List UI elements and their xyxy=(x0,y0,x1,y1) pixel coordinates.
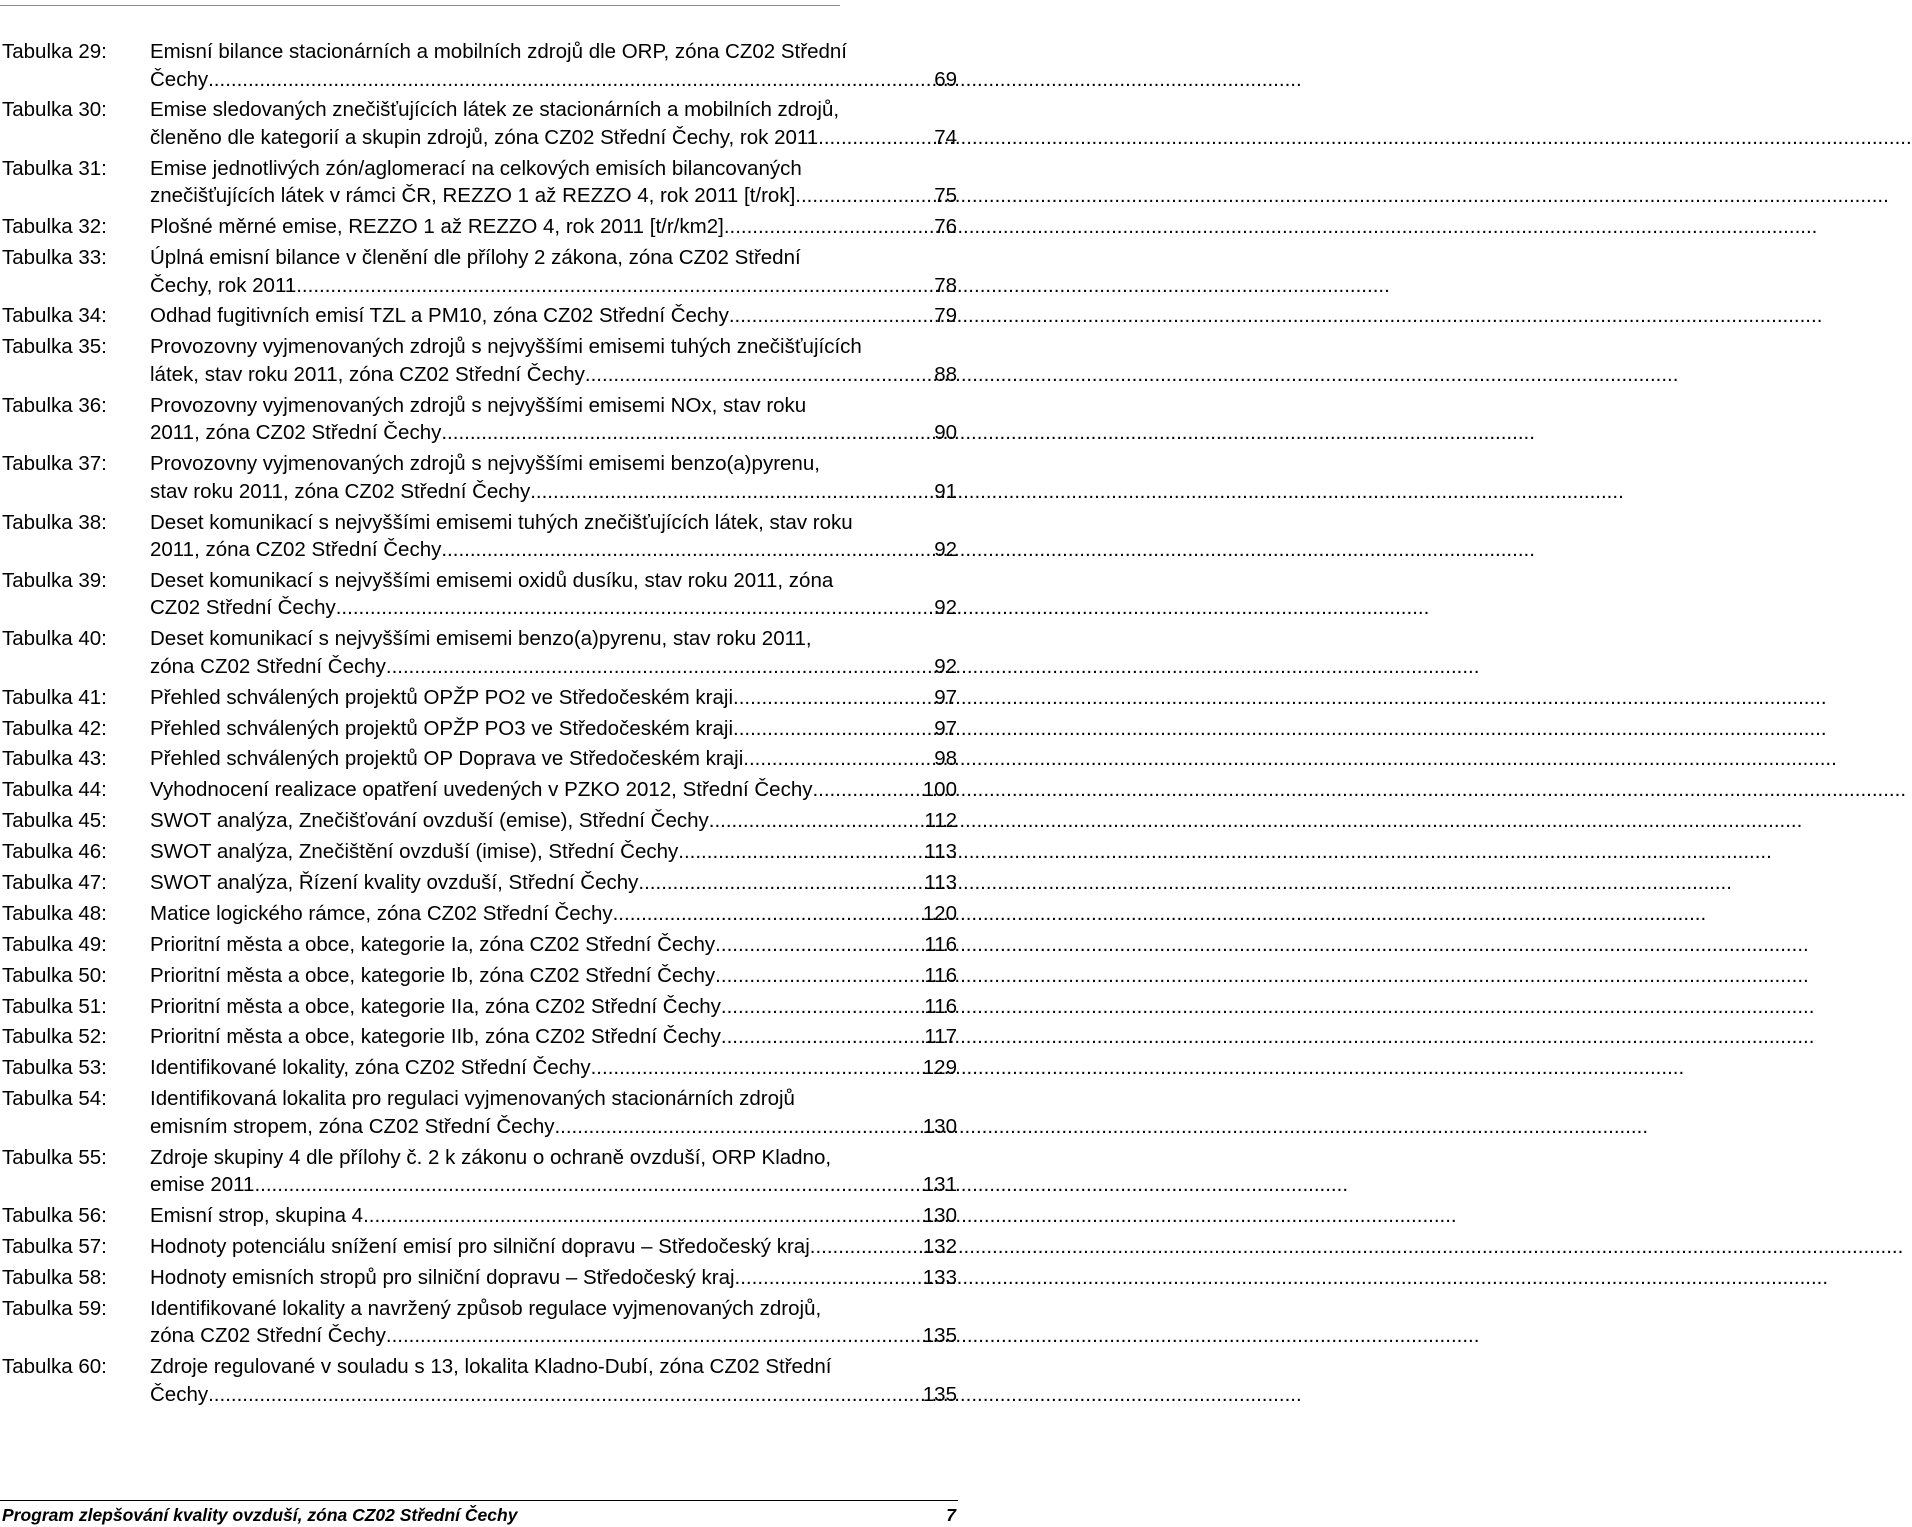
dot-leader xyxy=(729,302,933,330)
toc-entry-label: Tabulka 45: xyxy=(2,809,107,833)
toc-entry-label: Tabulka 56: xyxy=(2,1204,107,1228)
toc-entry-title xyxy=(150,1054,957,1082)
toc-entry-line: 2011, zóna CZ02 Střední Čechy xyxy=(150,421,442,445)
dot-leader xyxy=(386,653,933,681)
toc-entry-label: Tabulka 60: xyxy=(2,1355,107,1379)
toc-entry-line: Čechy xyxy=(150,1382,209,1406)
dot-leader xyxy=(208,1381,922,1409)
toc-entry-label: Tabulka 39: xyxy=(2,568,107,592)
toc-entry-title xyxy=(150,625,957,680)
toc-entry-title xyxy=(150,745,957,773)
toc-entry[interactable] xyxy=(2,684,957,712)
toc-entry-page-number[interactable]: 113 xyxy=(924,871,957,895)
toc-entry-page-number[interactable]: 132 xyxy=(922,1234,957,1258)
toc-entry-line: Odhad fugitivních emisí TZL a PM10, zóna CZ02 Střední Čechy xyxy=(150,304,729,328)
toc-entry-line: Identifikovaná lokalita pro regulaci vyjmenovaných stacionárních zdrojů xyxy=(150,1087,795,1111)
toc-entry-label: Tabulka 53: xyxy=(2,1056,107,1080)
toc-entry-title xyxy=(150,1295,957,1350)
dot-leader xyxy=(733,715,933,743)
dot-leader xyxy=(721,1023,923,1051)
toc-entry[interactable] xyxy=(2,567,957,622)
toc-entry[interactable] xyxy=(2,1353,957,1408)
dot-leader xyxy=(795,182,933,210)
dot-leader xyxy=(554,1113,921,1141)
toc-entry-title xyxy=(150,1085,957,1140)
toc-entry-page-number[interactable]: 131 xyxy=(922,1173,957,1197)
toc-entry[interactable] xyxy=(2,392,957,447)
toc-entry-page-number[interactable]: 116 xyxy=(924,994,957,1018)
toc-entry-title xyxy=(150,450,957,505)
dot-leader xyxy=(296,272,933,300)
toc-entry-page-number[interactable]: 135 xyxy=(922,1324,957,1348)
toc-entry-line: Zdroje regulované v souladu s 13, lokalita Kladno-Dubí, zóna CZ02 Střední xyxy=(150,1355,832,1379)
toc-entry-label: Tabulka 33: xyxy=(2,246,107,270)
toc-entry[interactable] xyxy=(2,776,957,804)
toc-entry-line: Hodnoty emisních stropů pro silniční dopravu – Středočeský kraj xyxy=(150,1265,735,1289)
toc-entry-title xyxy=(150,567,957,622)
dot-leader xyxy=(812,776,921,804)
dot-leader xyxy=(638,869,923,897)
toc-entry-line: Čechy xyxy=(150,67,209,91)
toc-entry[interactable] xyxy=(2,450,957,505)
toc-entry-label: Tabulka 52: xyxy=(2,1025,107,1049)
toc-entry[interactable] xyxy=(2,1295,957,1350)
toc-entry-line: znečišťujících látek v rámci ČR, REZZO 1 až REZZO 4, rok 2011 [t/rok] xyxy=(150,184,796,208)
toc-entry-line: Přehled schválených projektů OPŽP PO3 ve Středočeském kraji xyxy=(150,716,733,740)
toc-entry-label: Tabulka 41: xyxy=(2,685,107,709)
toc-entry-page-number[interactable]: 130 xyxy=(922,1204,957,1228)
dot-leader xyxy=(724,213,933,241)
toc-entry-line: Vyhodnocení realizace opatření uvedených v PZKO 2012, Střední Čechy xyxy=(150,778,813,802)
toc-entry-line: Zdroje skupiny 4 dle přílohy č. 2 k zákonu o ochraně ovzduší, ORP Kladno, xyxy=(150,1145,832,1169)
toc-entry-label: Tabulka 42: xyxy=(2,716,107,740)
toc-entry-line: SWOT analýza, Řízení kvality ovzduší, Střední Čechy xyxy=(150,871,639,895)
toc-entry[interactable] xyxy=(2,302,957,330)
toc-entry-title xyxy=(150,776,957,804)
toc-entry-page-number[interactable]: 130 xyxy=(922,1114,957,1138)
toc-entry-page-number[interactable]: 120 xyxy=(922,901,957,925)
toc-entry-title xyxy=(150,244,957,299)
toc-entry-page-number[interactable]: 116 xyxy=(924,963,957,987)
toc-entry-page-number[interactable]: 92 xyxy=(934,596,957,620)
toc-entry-line: SWOT analýza, Znečišťování ovzduší (emise), Střední Čechy xyxy=(150,809,709,833)
toc-entry-line: Emise sledovaných znečišťujících látek ze stacionárních a mobilních zdrojů, xyxy=(150,98,840,122)
toc-entry-title xyxy=(150,1233,957,1261)
dot-leader xyxy=(386,1322,922,1350)
toc-entry-title xyxy=(150,155,957,210)
toc-entry-page-number[interactable]: 78 xyxy=(934,273,957,297)
toc-entry-label: Tabulka 30: xyxy=(2,98,107,122)
toc-entry-line: Deset komunikací s nejvyššími emisemi benzo(a)pyrenu, stav roku 2011, xyxy=(150,627,812,651)
dot-leader xyxy=(336,594,933,622)
toc-entry-title xyxy=(150,962,957,990)
toc-entry-title xyxy=(150,807,957,835)
toc-entry-label: Tabulka 29: xyxy=(2,40,107,63)
toc-entry[interactable] xyxy=(2,1023,957,1051)
header-rule xyxy=(0,5,840,6)
dot-leader xyxy=(715,962,923,990)
toc-entry[interactable] xyxy=(2,807,957,835)
toc-entry-line: Provozovny vyjmenovaných zdrojů s nejvyššími emisemi tuhých znečišťujících xyxy=(150,335,862,359)
dot-leader xyxy=(810,1233,922,1261)
toc-entry-label: Tabulka 51: xyxy=(2,994,107,1018)
dot-leader xyxy=(735,1264,922,1292)
toc-entry-line: Emisní strop, skupina 4 xyxy=(150,1204,364,1228)
toc-entry-page-number[interactable]: 79 xyxy=(934,304,957,328)
toc-entry-title xyxy=(150,1023,957,1051)
toc-entry-title xyxy=(150,96,957,151)
toc-entry-page-number[interactable]: 113 xyxy=(924,840,957,864)
toc-entry[interactable] xyxy=(2,625,957,680)
toc-entry-label: Tabulka 44: xyxy=(2,778,107,802)
toc-entry[interactable] xyxy=(2,715,957,743)
dot-leader xyxy=(363,1202,922,1230)
toc-entry-label: Tabulka 58: xyxy=(2,1265,107,1289)
dot-leader xyxy=(208,66,933,94)
toc-entry-page-number[interactable]: 98 xyxy=(934,747,957,771)
toc-entry[interactable] xyxy=(2,838,957,866)
toc-entry-label: Tabulka 32: xyxy=(2,215,107,239)
toc-entry-title xyxy=(150,1202,957,1230)
toc-entry[interactable] xyxy=(2,900,957,928)
toc-entry-page-number[interactable]: 69 xyxy=(934,67,957,91)
toc-entry-page-number[interactable]: 92 xyxy=(934,654,957,678)
toc-entry[interactable] xyxy=(2,745,957,773)
toc-entry[interactable] xyxy=(2,155,957,210)
dot-leader xyxy=(818,124,933,152)
toc-entry-label: Tabulka 34: xyxy=(2,304,107,328)
toc-entry-page-number[interactable]: 117 xyxy=(924,1025,957,1049)
toc-entry-title xyxy=(150,1353,957,1408)
toc-entry-line: Plošné měrné emise, REZZO 1 až REZZO 4, rok 2011 [t/r/km2] xyxy=(150,215,724,239)
toc-entry-line: Provozovny vyjmenovaných zdrojů s nejvyššími emisemi NOx, stav roku xyxy=(150,393,807,417)
toc-entry-title xyxy=(150,509,957,564)
toc-entry-page-number[interactable]: 88 xyxy=(934,362,957,386)
dot-leader xyxy=(721,993,923,1021)
toc-entry-line: členěno dle kategorií a skupin zdrojů, zóna CZ02 Střední Čechy, rok 2011 xyxy=(150,125,819,149)
toc-entry-label: Tabulka 36: xyxy=(2,393,107,417)
toc-entry-label: Tabulka 38: xyxy=(2,510,107,534)
toc-entry-line: Přehled schválených projektů OP Doprava ve Středočeském kraji xyxy=(150,747,744,771)
footer-page-number: 7 xyxy=(946,1505,956,1525)
toc-entry[interactable] xyxy=(2,962,957,990)
toc-entry[interactable] xyxy=(2,1085,957,1140)
toc-entry-label: Tabulka 40: xyxy=(2,627,107,651)
toc-entry-title xyxy=(150,1264,957,1292)
toc-entry-page-number[interactable]: 75 xyxy=(934,184,957,208)
toc-entry-title xyxy=(150,838,957,866)
toc-entry-line: Identifikované lokality a navržený způsob regulace vyjmenovaných zdrojů, xyxy=(150,1296,822,1320)
toc-entry-label: Tabulka 47: xyxy=(2,871,107,895)
toc-entry-page-number[interactable]: 92 xyxy=(934,538,957,562)
toc-entry[interactable] xyxy=(2,869,957,897)
toc-entry-page-number[interactable]: 133 xyxy=(922,1265,957,1289)
toc-entry-title xyxy=(150,38,957,93)
dot-leader xyxy=(591,1054,922,1082)
toc-entry-line: Hodnoty potenciálu snížení emisí pro silniční dopravu – Středočeský kraj xyxy=(150,1234,810,1258)
dot-leader xyxy=(743,745,933,773)
toc-entry-page-number[interactable]: 100 xyxy=(922,778,957,802)
toc-entry[interactable] xyxy=(2,993,957,1021)
toc-entry-page-number[interactable]: 116 xyxy=(924,932,957,956)
toc-entry-label: Tabulka 46: xyxy=(2,840,107,864)
toc-entry-line: Prioritní města a obce, kategorie IIa, zóna CZ02 Střední Čechy xyxy=(150,994,721,1018)
toc-entry[interactable] xyxy=(2,1202,957,1230)
toc-entry-title xyxy=(150,684,957,712)
toc-entry-title xyxy=(150,1144,957,1199)
toc-entry-line: Deset komunikací s nejvyššími emisemi tuhých znečišťujících látek, stav roku xyxy=(150,510,853,534)
dot-leader xyxy=(441,419,933,447)
dot-leader xyxy=(530,478,933,506)
toc-entry-line: Prioritní města a obce, kategorie Ib, zóna CZ02 Střední Čechy xyxy=(150,963,716,987)
toc-entry-label: Tabulka 50: xyxy=(2,963,107,987)
toc-entry-line: CZ02 Střední Čechy xyxy=(150,596,336,620)
toc-entry-line: Prioritní města a obce, kategorie Ia, zóna CZ02 Střední Čechy xyxy=(150,932,716,956)
toc-entry-line: zóna CZ02 Střední Čechy xyxy=(150,1324,386,1348)
dot-leader xyxy=(678,838,923,866)
toc-entry-title xyxy=(150,333,957,388)
toc-entry-page-number[interactable]: 91 xyxy=(934,479,957,503)
toc-entry[interactable] xyxy=(2,1233,957,1261)
dot-leader xyxy=(715,931,923,959)
toc-entry-line: Identifikované lokality, zóna CZ02 Střední Čechy xyxy=(150,1056,591,1080)
toc-entry-line: Matice logického rámce, zóna CZ02 Střední Čechy xyxy=(150,901,613,925)
toc-entry-line: Provozovny vyjmenovaných zdrojů s nejvyššími emisemi benzo(a)pyrenu, xyxy=(150,452,820,476)
toc-entry-label: Tabulka 54: xyxy=(2,1087,107,1111)
toc-entry-page-number[interactable]: 112 xyxy=(924,809,957,833)
toc-entry-line: látek, stav roku 2011, zóna CZ02 Střední Čechy xyxy=(150,362,585,386)
toc-entry[interactable] xyxy=(2,509,957,564)
dot-leader xyxy=(613,900,922,928)
toc-entry-line: Emisní bilance stacionárních a mobilních zdrojů dle ORP, zóna CZ02 Střední xyxy=(150,40,847,63)
toc-entry[interactable] xyxy=(2,333,957,388)
dot-leader xyxy=(733,684,933,712)
toc-entry-page-number[interactable]: 97 xyxy=(934,685,957,709)
toc-entry-line: Úplná emisní bilance v členění dle přílohy 2 zákona, zóna CZ02 Střední xyxy=(150,246,801,270)
toc-entry-line: Přehled schválených projektů OPŽP PO2 ve Středočeském kraji xyxy=(150,685,733,709)
toc-entry[interactable] xyxy=(2,1264,957,1292)
toc-entry-line: stav roku 2011, zóna CZ02 Střední Čechy xyxy=(150,479,531,503)
toc-entry[interactable] xyxy=(2,1054,957,1082)
dot-leader xyxy=(709,807,924,835)
toc-entry-title xyxy=(150,392,957,447)
toc-entry-label: Tabulka 57: xyxy=(2,1234,107,1258)
toc-entry-line: emise 2011 xyxy=(150,1173,255,1197)
toc-entry-title xyxy=(150,302,957,330)
toc-entry-label: Tabulka 49: xyxy=(2,932,107,956)
toc-entry-page-number[interactable]: 97 xyxy=(934,716,957,740)
toc-entry[interactable] xyxy=(2,213,957,241)
toc-entry-page-number[interactable]: 76 xyxy=(934,215,957,239)
toc-entry-line: Deset komunikací s nejvyššími emisemi oxidů dusíku, stav roku 2011, zóna xyxy=(150,568,834,592)
toc-entry-page-number[interactable]: 90 xyxy=(934,421,957,445)
toc-entry-title xyxy=(150,931,957,959)
toc-entry-label: Tabulka 43: xyxy=(2,747,107,771)
toc-entry[interactable] xyxy=(2,931,957,959)
dot-leader xyxy=(254,1171,921,1199)
toc-entry[interactable] xyxy=(2,1144,957,1199)
toc-entry[interactable] xyxy=(2,96,957,151)
toc-entry-title xyxy=(150,869,957,897)
toc-entry[interactable] xyxy=(2,38,957,93)
toc-entry-line: zóna CZ02 Střední Čechy xyxy=(150,654,386,678)
table-of-tables xyxy=(2,38,957,1412)
toc-entry-page-number[interactable]: 129 xyxy=(922,1056,957,1080)
footer-title: Program zlepšování kvality ovzduší, zóna CZ02 Střední Čechy xyxy=(2,1505,518,1525)
toc-entry-line: 2011, zóna CZ02 Střední Čechy xyxy=(150,538,442,562)
toc-entry-label: Tabulka 48: xyxy=(2,901,107,925)
toc-entry-line: Prioritní města a obce, kategorie IIb, zóna CZ02 Střední Čechy xyxy=(150,1025,721,1049)
toc-entry-title xyxy=(150,900,957,928)
toc-entry-page-number[interactable]: 74 xyxy=(934,125,957,149)
toc-entry-label: Tabulka 55: xyxy=(2,1145,107,1169)
toc-entry-label: Tabulka 37: xyxy=(2,452,107,476)
toc-entry-line: Emise jednotlivých zón/aglomerací na celkových emisích bilancovaných xyxy=(150,156,802,180)
toc-entry-line: emisním stropem, zóna CZ02 Střední Čechy xyxy=(150,1114,555,1138)
page-footer xyxy=(0,1500,958,1527)
toc-entry-label: Tabulka 59: xyxy=(2,1296,107,1320)
toc-entry-title xyxy=(150,993,957,1021)
toc-entry-label: Tabulka 35: xyxy=(2,335,107,359)
toc-entry-line: Čechy, rok 2011 xyxy=(150,273,297,297)
toc-entry-page-number[interactable]: 135 xyxy=(922,1382,957,1406)
dot-leader xyxy=(585,361,933,389)
toc-entry-line: SWOT analýza, Znečištění ovzduší (imise), Střední Čechy xyxy=(150,840,679,864)
toc-entry[interactable] xyxy=(2,244,957,299)
dot-leader xyxy=(441,536,933,564)
toc-entry-label: Tabulka 31: xyxy=(2,156,107,180)
toc-entry-title xyxy=(150,213,957,241)
toc-entry-title xyxy=(150,715,957,743)
